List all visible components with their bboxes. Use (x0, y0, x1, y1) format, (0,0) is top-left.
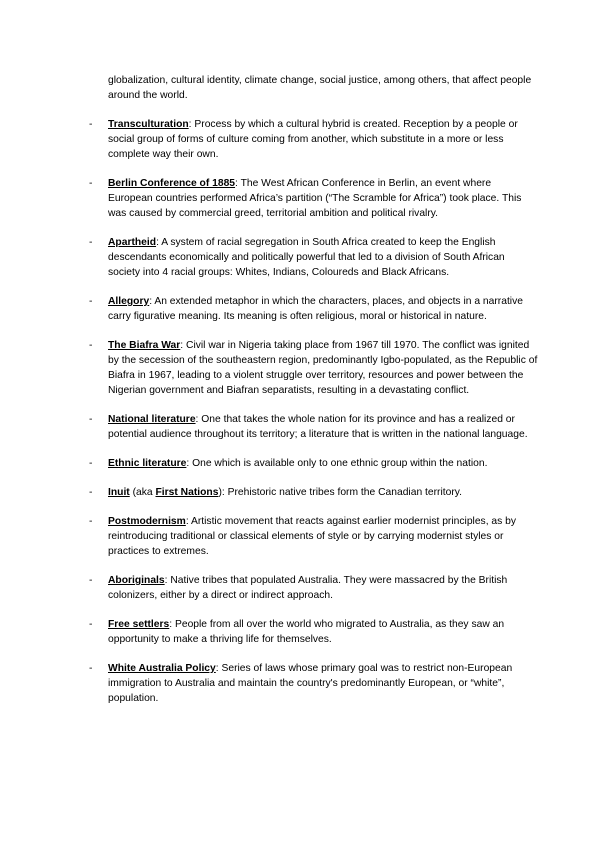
entry-term: Inuit (108, 487, 130, 498)
list-bullet: - (89, 119, 93, 130)
glossary-entry-free-settlers (0, 617, 600, 647)
glossary-entry-inuit (0, 485, 600, 500)
entry-text (108, 514, 538, 559)
entry-text (108, 176, 538, 221)
list-bullet: - (89, 619, 93, 630)
continuation-paragraph: globalization, cultural identity, climate change, social justice, among others, that affect people around the world. (108, 75, 532, 101)
entry-term: Apartheid (108, 237, 157, 248)
entry-term-alias: First Nations (155, 487, 219, 498)
entry-definition: : Native tribes that populated Australia. They were massacred by the British colonizers, either by a direct or indirect approach. (108, 575, 508, 601)
entry-text (108, 412, 538, 442)
glossary-entry-biafra-war (0, 338, 600, 398)
entry-definition: : Civil war in Nigeria taking place from 1967 till 1970. The conflict was ignited by the secession of the southeastern region, predominantly Igbo-populated, as the Republic of Biafra in 1967, leading to a violent struggle over territory, resources and power between the Nigerian government and Biafran separatists, resulting in a devastating conflict. (108, 340, 538, 396)
list-bullet: - (89, 575, 93, 586)
glossary-entry-postmodernism (0, 514, 600, 559)
list-bullet: - (89, 516, 93, 527)
glossary-entry-white-australia-policy (0, 661, 600, 706)
glossary-list (0, 117, 600, 720)
entry-term: The Biafra War (108, 340, 181, 351)
entry-definition: : Series of laws whose primary goal was to restrict non-European immigration to Australia and maintain the country's predominantly European, or “white”, population. (108, 663, 513, 704)
entry-definition: : A system of racial segregation in South Africa created to keep the English descendants economically and politically powerful that led to a division of South African society into 4 racial groups: Whites, Indians, Coloureds and Black Africans. (108, 237, 505, 278)
entry-text (108, 661, 538, 706)
entry-text (108, 617, 538, 647)
entry-definition: : One that takes the whole nation for its province and has a realized or potential audience throughout its territory; a literature that is written in the national language. (108, 414, 528, 440)
entry-text (108, 485, 538, 500)
entry-term: Postmodernism (108, 516, 186, 527)
entry-definition: ): Prehistoric native tribes form the Canadian territory. (218, 487, 463, 498)
list-bullet: - (89, 340, 93, 351)
entry-term: Berlin Conference of 1885 (108, 178, 236, 189)
entry-definition: : The West African Conference in Berlin, an event where European countries performed Africa’s partition (“The Scramble for Africa”) took place. This was caused by commercial greed, territorial ambition and political rivalry. (108, 178, 522, 219)
list-bullet: - (89, 296, 93, 307)
list-bullet: - (89, 663, 93, 674)
entry-definition: : One which is available only to one ethnic group within the nation. (186, 458, 488, 469)
list-bullet: - (89, 458, 93, 469)
entry-definition-prefix: (aka (129, 487, 156, 498)
glossary-entry-aboriginals (0, 573, 600, 603)
glossary-entry-allegory (0, 294, 600, 324)
entry-term: Ethnic literature (108, 458, 187, 469)
list-bullet: - (89, 487, 93, 498)
glossary-entry-berlin-conference (0, 176, 600, 221)
entry-text (108, 338, 538, 398)
entry-definition: : People from all over the world who migrated to Australia, as they saw an opportunity to make a thriving life for themselves. (108, 619, 505, 645)
list-bullet: - (89, 414, 93, 425)
glossary-entry-national-literature (0, 412, 600, 442)
entry-text (108, 117, 538, 162)
entry-term: Aboriginals (108, 575, 165, 586)
entry-text (108, 456, 538, 471)
entry-definition: : Process by which a cultural hybrid is created. Reception by a people or social group of forms of culture coming from another, which substitute in a more or less complete way their own. (108, 119, 518, 160)
list-bullet: - (89, 178, 93, 189)
entry-text (108, 573, 538, 603)
glossary-entry-ethnic-literature (0, 456, 600, 471)
entry-definition: : Artistic movement that reacts against earlier modernist principles, as by reintroducing traditional or classical elements of style or by carrying modernist styles or practices to extremes. (108, 516, 517, 557)
list-bullet: - (89, 237, 93, 248)
entry-term: Free settlers (108, 619, 170, 630)
entry-term: White Australia Policy (108, 663, 216, 674)
entry-term: Allegory (108, 296, 150, 307)
glossary-entry-apartheid (0, 235, 600, 280)
entry-term: National literature (108, 414, 196, 425)
entry-definition: : An extended metaphor in which the characters, places, and objects in a narrative carry figurative meaning. Its meaning is often religious, moral or historical in nature. (108, 296, 523, 322)
entry-term: Transculturation (108, 119, 189, 130)
entry-text (108, 294, 538, 324)
glossary-entry-transculturation (0, 117, 600, 162)
entry-text (108, 235, 538, 280)
